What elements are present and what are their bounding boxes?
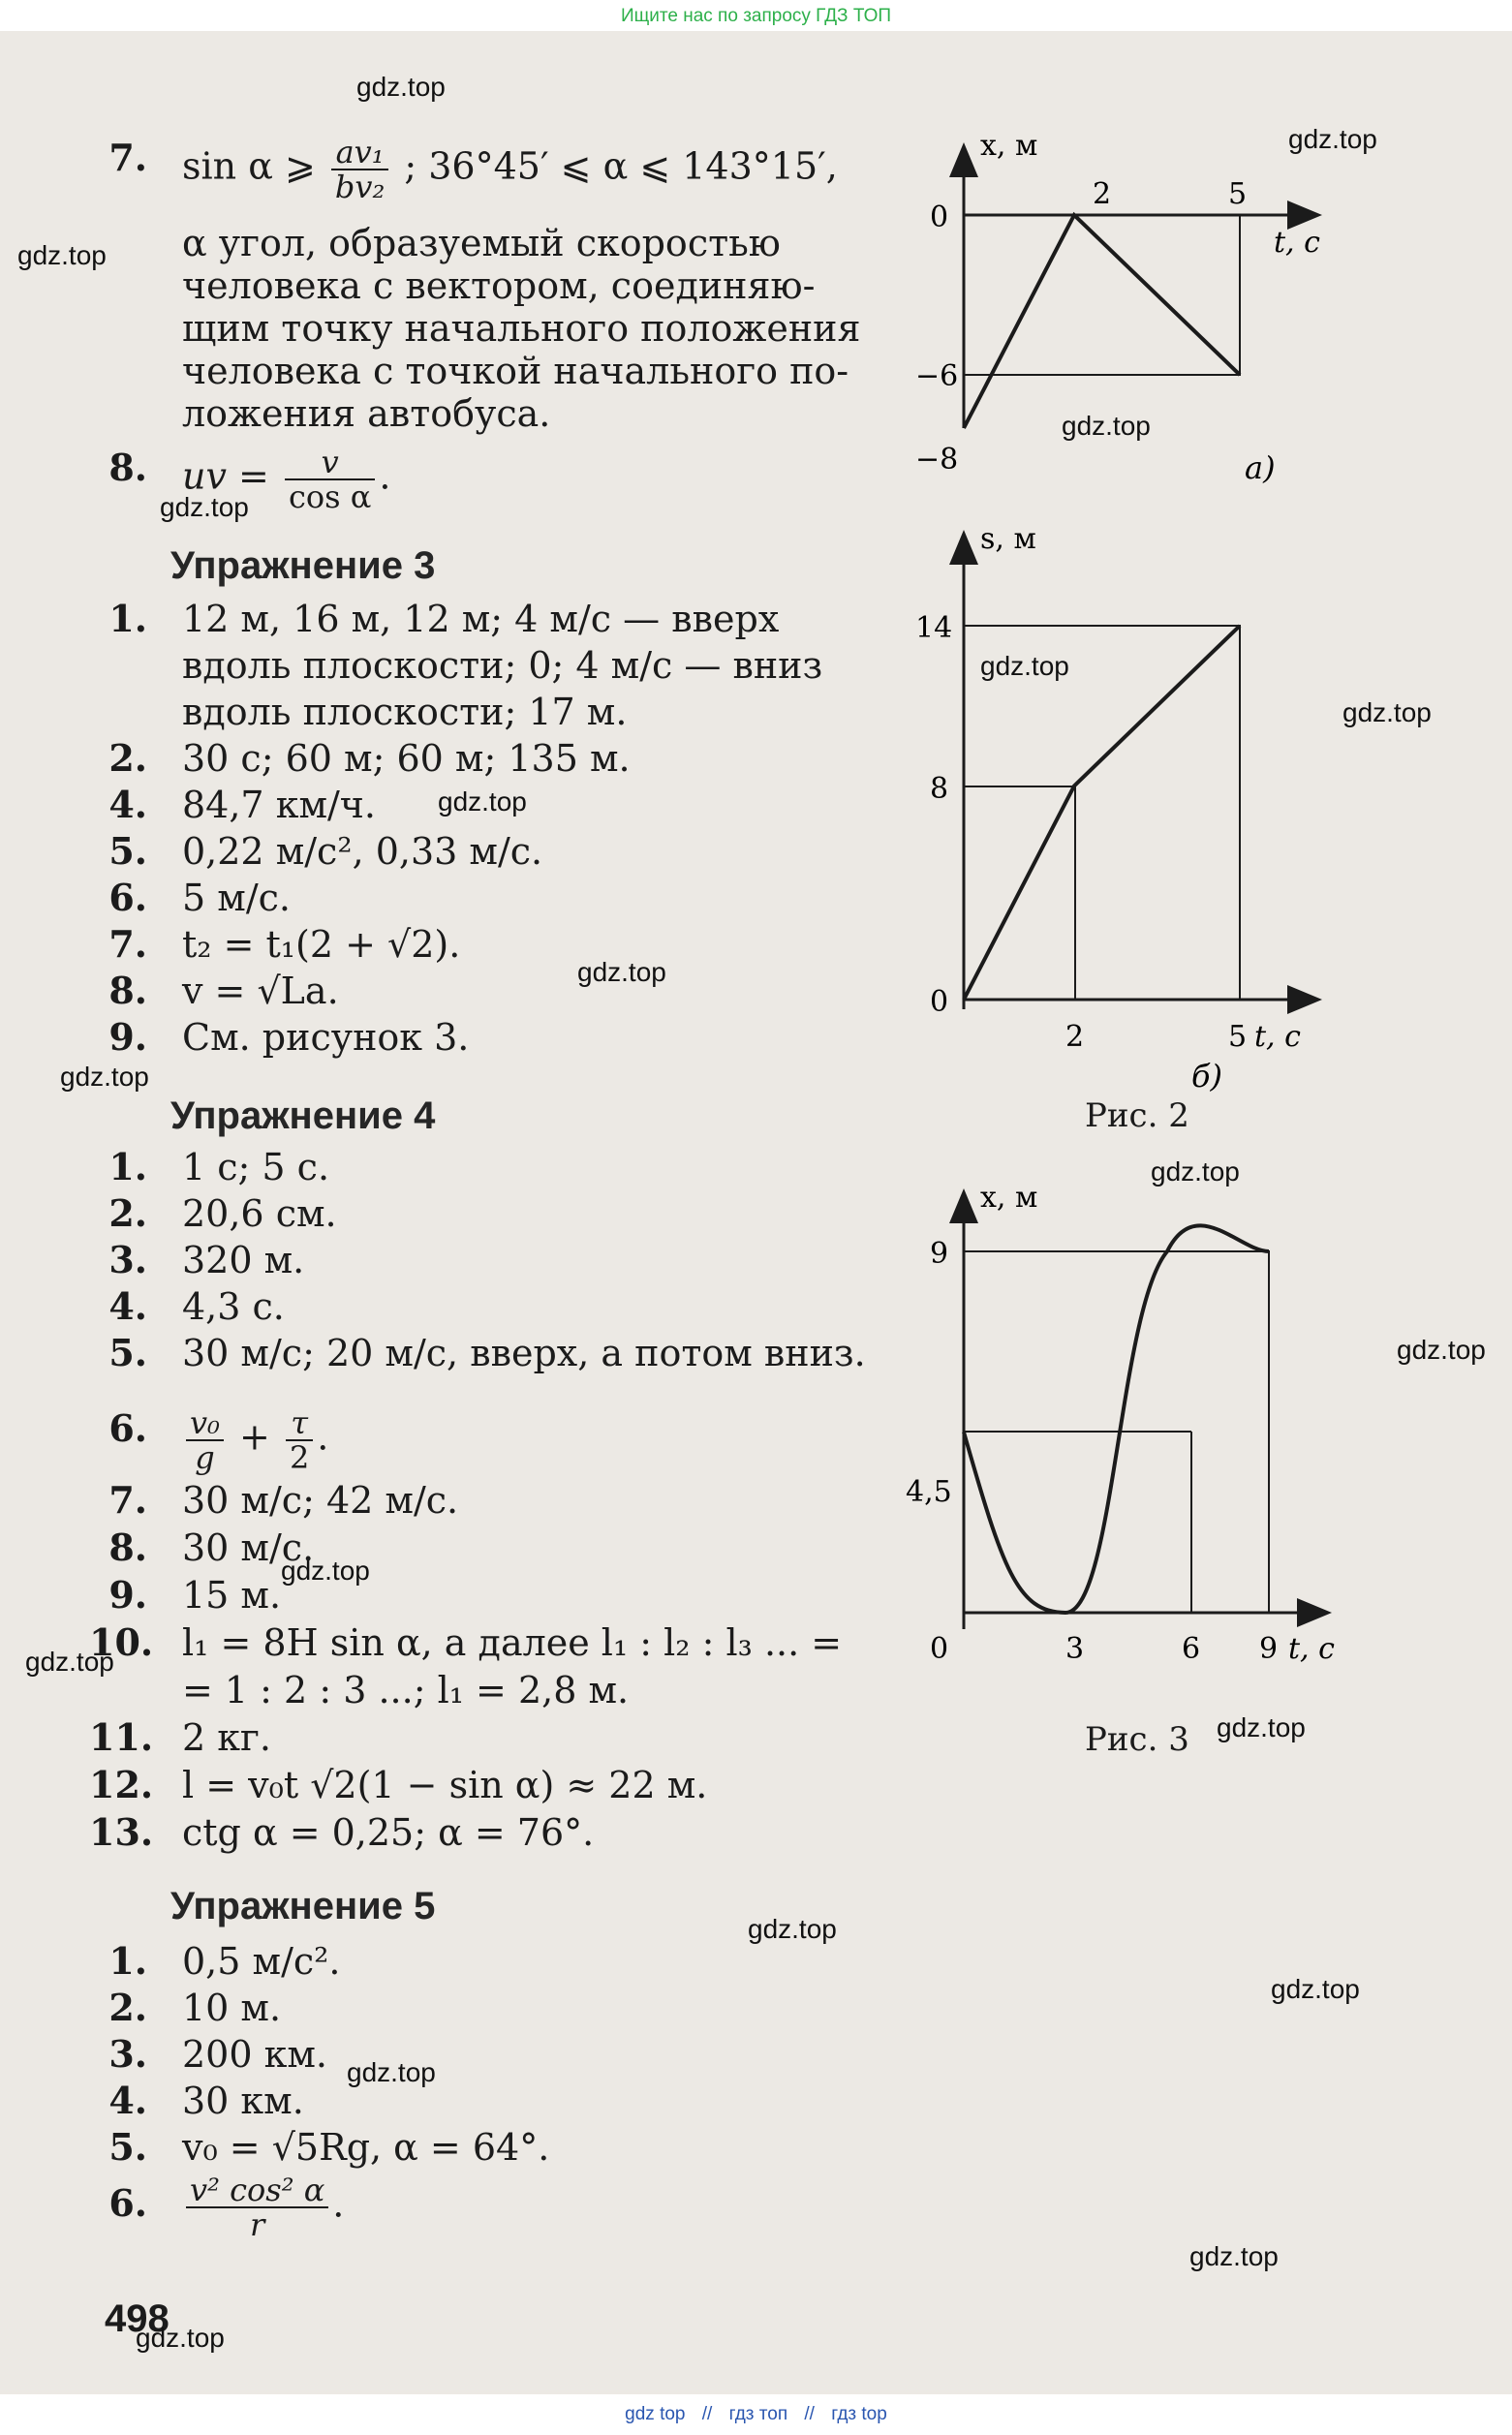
item-number: 6. bbox=[108, 1406, 147, 1450]
x-tick-label: 5 bbox=[1228, 1020, 1248, 1054]
x-axis-label: t, c bbox=[1254, 1020, 1301, 1054]
answer-line: 4,3 с. bbox=[182, 1285, 285, 1328]
watermark: gdz.top bbox=[1217, 1712, 1306, 1742]
answer-line: 0,22 м/с², 0,33 м/с. bbox=[182, 830, 543, 873]
x-tick-label: 2 bbox=[1093, 177, 1112, 211]
watermark: gdz.top bbox=[438, 786, 527, 817]
y-tick-label: 4,5 bbox=[906, 1475, 952, 1509]
item-number: 1. bbox=[108, 597, 147, 640]
data-line bbox=[964, 215, 1240, 428]
x-axis-label: t, c bbox=[1274, 226, 1320, 260]
answer-line: ложения автобуса. bbox=[182, 392, 551, 435]
watermark: gdz.top bbox=[1288, 124, 1377, 154]
answer-line: v₀ = √5Rg, α = 64°. bbox=[182, 2126, 550, 2169]
y-tick-label: 8 bbox=[930, 772, 949, 806]
answer-line bbox=[182, 136, 838, 203]
x-tick-label: 6 bbox=[1182, 1632, 1201, 1666]
answer-line: 30 м/с; 20 м/с, вверх, а потом вниз. bbox=[182, 1332, 866, 1374]
footer-link[interactable]: гдз топ bbox=[728, 2404, 788, 2424]
formula-text: sin α ⩾ bbox=[182, 144, 316, 188]
answer-line: вдоль плоскости; 0; 4 м/с — вниз bbox=[182, 644, 823, 687]
answer-line: 30 м/с. bbox=[182, 1526, 315, 1569]
item-number: 5. bbox=[108, 1331, 147, 1374]
y-tick-label: −8 bbox=[915, 443, 959, 477]
frac-denominator: 2 bbox=[289, 1439, 310, 1476]
answer-line: l = v₀t √2(1 − sin α) ≈ 22 м. bbox=[182, 1764, 708, 1806]
answer-line: 200 км. bbox=[182, 2033, 327, 2076]
item-number: 2. bbox=[108, 736, 147, 780]
formula-text: ; 36°45′ ⩽ α ⩽ 143°15′, bbox=[404, 144, 838, 188]
item-number: 8. bbox=[108, 446, 147, 489]
item-number: 6. bbox=[108, 2181, 147, 2225]
frac-numerator: v bbox=[285, 446, 375, 480]
section-heading: Упражнение 5 bbox=[170, 1885, 436, 1927]
section-heading: Упражнение 4 bbox=[170, 1094, 436, 1137]
watermark: gdz.top bbox=[577, 957, 666, 987]
panel-label: а) bbox=[1245, 449, 1276, 486]
answer-line bbox=[182, 2173, 344, 2241]
frac-denominator: bv₂ bbox=[334, 169, 386, 205]
answer-line: 320 м. bbox=[182, 1239, 305, 1281]
answer-line: 20,6 см. bbox=[182, 1192, 337, 1235]
fraction bbox=[286, 1406, 313, 1474]
watermark: gdz.top bbox=[1342, 697, 1432, 727]
book-page bbox=[0, 31, 1512, 2394]
item-number: 8. bbox=[108, 1526, 147, 1569]
answer-line: t₂ = t₁(2 + √2). bbox=[182, 923, 461, 966]
figure-2b bbox=[891, 525, 1327, 1106]
item-number: 4. bbox=[108, 783, 147, 826]
y-tick-label: 14 bbox=[915, 611, 953, 645]
answer-line: 15 м. bbox=[182, 1574, 282, 1617]
footer-link[interactable]: gdz top bbox=[625, 2404, 686, 2424]
x-tick-label: 3 bbox=[1065, 1632, 1085, 1666]
answer-line: 12 м, 16 м, 12 м; 4 м/с — вверх bbox=[182, 598, 780, 640]
item-number: 3. bbox=[108, 1238, 147, 1281]
plus-sign: + bbox=[239, 1415, 270, 1459]
y-tick-label: 0 bbox=[930, 985, 949, 1019]
answer-line: человека с вектором, соединяю- bbox=[182, 264, 816, 307]
frac-denominator: g bbox=[195, 1439, 215, 1476]
figure-caption: Рис. 3 bbox=[1085, 1720, 1189, 1759]
item-number: 4. bbox=[108, 1284, 147, 1328]
formula-text: uv = bbox=[182, 454, 269, 498]
answer-line: ctg α = 0,25; α = 76°. bbox=[182, 1811, 595, 1854]
watermark: gdz.top bbox=[281, 1556, 370, 1586]
item-number: 2. bbox=[108, 1191, 147, 1235]
answer-line: 2 кг. bbox=[182, 1716, 271, 1759]
bottom-banner[interactable] bbox=[0, 2394, 1512, 2435]
answer-line: человека с точкой начального по- bbox=[182, 350, 849, 392]
item-number: 1. bbox=[108, 1145, 147, 1188]
answer-line: 1 с; 5 с. bbox=[182, 1146, 330, 1188]
watermark: gdz.top bbox=[60, 1062, 149, 1092]
answer-line: 0,5 м/с². bbox=[182, 1940, 341, 1983]
item-number: 10. bbox=[89, 1620, 154, 1664]
item-number: 8. bbox=[108, 969, 147, 1012]
frac-numerator: v² cos² α bbox=[186, 2173, 328, 2208]
answer-line: 30 км. bbox=[182, 2080, 304, 2122]
watermark: gdz.top bbox=[25, 1647, 114, 1677]
y-axis-label: x, м bbox=[980, 1181, 1038, 1215]
punct: . bbox=[317, 1415, 329, 1459]
answer-line: v = √La. bbox=[182, 970, 339, 1012]
item-number: 6. bbox=[108, 876, 147, 919]
frac-numerator: v₀ bbox=[186, 1406, 224, 1441]
watermark: gdz.top bbox=[17, 240, 107, 270]
section-heading: Упражнение 3 bbox=[170, 544, 436, 587]
data-line bbox=[964, 1225, 1269, 1613]
watermark: gdz.top bbox=[356, 72, 446, 102]
page-number: 498 bbox=[105, 2297, 170, 2340]
fraction bbox=[285, 446, 375, 513]
punct: . bbox=[379, 454, 391, 498]
frac-denominator: r bbox=[250, 2206, 265, 2243]
item-number: 9. bbox=[108, 1015, 147, 1059]
figure-caption: Рис. 2 bbox=[1085, 1096, 1189, 1135]
answer-line: 10 м. bbox=[182, 1987, 282, 2029]
x-axis-label: t, c bbox=[1288, 1632, 1335, 1666]
item-number: 5. bbox=[108, 2125, 147, 2169]
item-number: 11. bbox=[89, 1715, 154, 1759]
item-number: 3. bbox=[108, 2032, 147, 2076]
x-tick-label: 9 bbox=[1259, 1632, 1279, 1666]
frac-numerator: τ bbox=[286, 1406, 313, 1441]
watermark: gdz.top bbox=[1062, 411, 1151, 441]
y-tick-label: 0 bbox=[930, 1632, 949, 1666]
watermark: gdz.top bbox=[748, 1914, 837, 1944]
item-number: 13. bbox=[89, 1810, 154, 1854]
answer-line: l₁ = 8H sin α, а далее l₁ : l₂ : l₃ ... = bbox=[182, 1621, 843, 1664]
y-tick-label: −6 bbox=[915, 359, 959, 393]
footer-separator: // bbox=[804, 2404, 815, 2424]
frac-numerator: av₁ bbox=[331, 136, 388, 170]
answer-line: 30 с; 60 м; 60 м; 135 м. bbox=[182, 737, 631, 780]
watermark: gdz.top bbox=[1271, 1974, 1360, 2004]
watermark: gdz.top bbox=[1151, 1156, 1240, 1187]
footer-link[interactable]: гдз top bbox=[831, 2404, 887, 2424]
punct: . bbox=[332, 2182, 345, 2226]
answer-line: 30 м/с; 42 м/с. bbox=[182, 1479, 459, 1522]
figure-3 bbox=[891, 1164, 1346, 1707]
watermark: gdz.top bbox=[1189, 2241, 1279, 2271]
y-tick-label: 0 bbox=[930, 200, 949, 234]
item-number: 5. bbox=[108, 829, 147, 873]
answer-line bbox=[182, 1406, 328, 1474]
answer-line: 84,7 км/ч. bbox=[182, 784, 377, 826]
item-number: 7. bbox=[108, 1478, 147, 1522]
y-tick-label: 9 bbox=[930, 1237, 949, 1271]
watermark: gdz.top bbox=[1397, 1335, 1486, 1365]
panel-label: б) bbox=[1191, 1058, 1223, 1094]
answer-line: щим точку начального положения bbox=[182, 307, 861, 350]
x-tick-label: 5 bbox=[1228, 177, 1248, 211]
fraction bbox=[331, 136, 388, 203]
fraction bbox=[186, 2173, 328, 2241]
footer-separator: // bbox=[701, 2404, 713, 2424]
x-tick-label: 2 bbox=[1065, 1020, 1085, 1054]
answer-line: 5 м/с. bbox=[182, 877, 291, 919]
top-banner[interactable]: Ищите нас по запросу ГДЗ ТОП bbox=[620, 6, 892, 26]
answer-line: вдоль плоскости; 17 м. bbox=[182, 691, 628, 733]
fraction bbox=[186, 1406, 224, 1474]
answer-line: См. рисунок 3. bbox=[182, 1016, 470, 1059]
item-number: 2. bbox=[108, 1986, 147, 2029]
watermark: gdz.top bbox=[347, 2057, 436, 2087]
item-number: 1. bbox=[108, 1939, 147, 1983]
answer-line: α угол, образуемый скоростью bbox=[182, 222, 781, 264]
item-number: 9. bbox=[108, 1573, 147, 1617]
answer-line: = 1 : 2 : 3 ...; l₁ = 2,8 м. bbox=[182, 1669, 630, 1711]
item-number: 4. bbox=[108, 2079, 147, 2122]
watermark: gdz.top bbox=[160, 492, 249, 522]
y-axis-label: x, м bbox=[980, 129, 1038, 163]
y-axis-label: s, м bbox=[980, 525, 1036, 556]
item-number: 7. bbox=[108, 922, 147, 966]
frac-denominator: cos α bbox=[288, 478, 372, 515]
item-number: 12. bbox=[89, 1763, 154, 1806]
watermark: gdz.top bbox=[136, 2323, 225, 2353]
watermark: gdz.top bbox=[980, 651, 1069, 681]
item-number: 7. bbox=[108, 136, 147, 179]
